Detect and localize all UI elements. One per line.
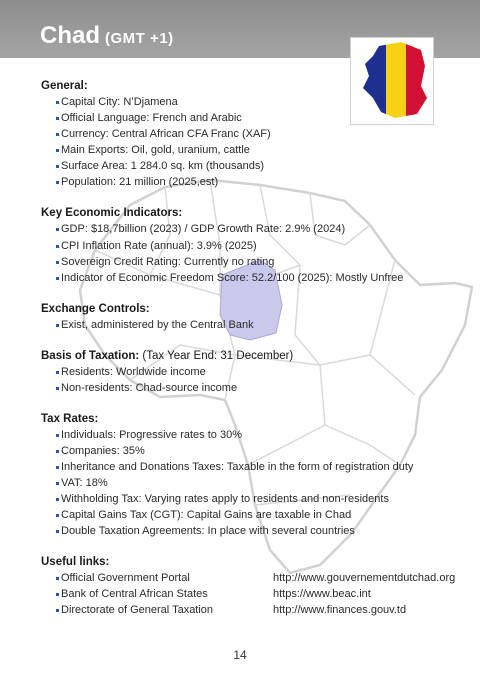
bullet-icon: [56, 482, 59, 485]
bullet-icon: [56, 387, 59, 390]
economic-item: Indicator of Economic Freedom Score: 52.2/100 (2025): Mostly Unfree: [61, 272, 404, 284]
chad-flag-map: [351, 38, 433, 124]
taxation-note: (Tax Year End: 31 December): [142, 350, 294, 362]
links-heading: Useful links:: [41, 556, 110, 568]
economic-heading: Key Economic Indicators:: [41, 207, 183, 219]
bullet-icon: [56, 133, 59, 136]
taxation-heading-label: Basis of Taxation:: [41, 350, 140, 362]
general-item: Population: 21 million (2025,est): [61, 176, 219, 188]
tax-rate-item: Capital Gains Tax (CGT): Capital Gains are taxable in Chad: [61, 509, 352, 521]
bullet-icon: [56, 117, 59, 120]
bullet-icon: [56, 609, 59, 612]
bullet-icon: [56, 577, 59, 580]
bullet-icon: [56, 277, 59, 280]
timezone-label: (GMT +1): [105, 30, 174, 47]
tax-rate-item: Individuals: Progressive rates to 30%: [61, 429, 242, 441]
bullet-icon: [56, 165, 59, 168]
bullet-icon: [56, 245, 59, 248]
link-url[interactable]: https://www.beac.int: [273, 588, 371, 600]
link-label: Directorate of General Taxation: [61, 604, 214, 616]
link-url[interactable]: http://www.gouvernementdutchad.org: [273, 572, 456, 584]
tax-rate-item: Withholding Tax: Varying rates apply to residents and non-residents: [61, 493, 389, 505]
bullet-icon: [56, 434, 59, 437]
economic-item: CPI Inflation Rate (annual): 3.9% (2025): [61, 240, 257, 252]
general-item: Main Exports: Oil, gold, uranium, cattle: [61, 144, 250, 156]
tax-rate-item: Double Taxation Agreements: In place with several countries: [61, 525, 355, 537]
bullet-icon: [56, 181, 59, 184]
bullet-icon: [56, 101, 59, 104]
general-item: Currency: Central African CFA Franc (XAF): [61, 128, 271, 140]
tax-rate-item: Companies: 35%: [61, 445, 145, 457]
page-number: 14: [233, 648, 247, 662]
bullet-icon: [56, 371, 59, 374]
taxation-item: Residents: Worldwide income: [61, 366, 206, 378]
country-title: [40, 22, 174, 50]
tax-rates-heading: Tax Rates:: [41, 413, 99, 425]
tax-rate-item: VAT: 18%: [61, 477, 108, 489]
taxation-heading: [41, 350, 293, 362]
bullet-icon: [56, 514, 59, 517]
general-item: Capital City: N’Djamena: [61, 96, 178, 108]
link-url[interactable]: http://www.finances.gouv.td: [273, 604, 407, 616]
link-label: Official Government Portal: [61, 572, 190, 584]
economic-item: Sovereign Credit Rating: Currently no rating: [61, 256, 275, 268]
bullet-icon: [56, 530, 59, 533]
bullet-icon: [56, 324, 59, 327]
general-item: Surface Area: 1 284.0 sq. km (thousands): [61, 160, 265, 172]
bullet-icon: [56, 498, 59, 501]
economic-item: GDP: $18,7billion (2023) / GDP Growth Rate: 2.9% (2024): [61, 223, 346, 235]
link-label: Bank of Central African States: [61, 588, 208, 600]
general-heading: General:: [41, 80, 88, 92]
bullet-icon: [56, 149, 59, 152]
chad-flag-map-box: [350, 37, 434, 125]
exchange-item: Exist, administered by the Central Bank: [61, 319, 254, 331]
bullet-icon: [56, 261, 59, 264]
bullet-icon: [56, 228, 59, 231]
bullet-icon: [56, 450, 59, 453]
exchange-heading: Exchange Controls:: [41, 303, 150, 315]
bullet-icon: [56, 593, 59, 596]
tax-rate-item: Inheritance and Donations Taxes: Taxable in the form of registration duty: [61, 461, 414, 473]
taxation-item: Non-residents: Chad-source income: [61, 382, 238, 394]
general-item: Official Language: French and Arabic: [61, 112, 242, 124]
bullet-icon: [56, 466, 59, 469]
country-name: Chad: [40, 22, 100, 49]
